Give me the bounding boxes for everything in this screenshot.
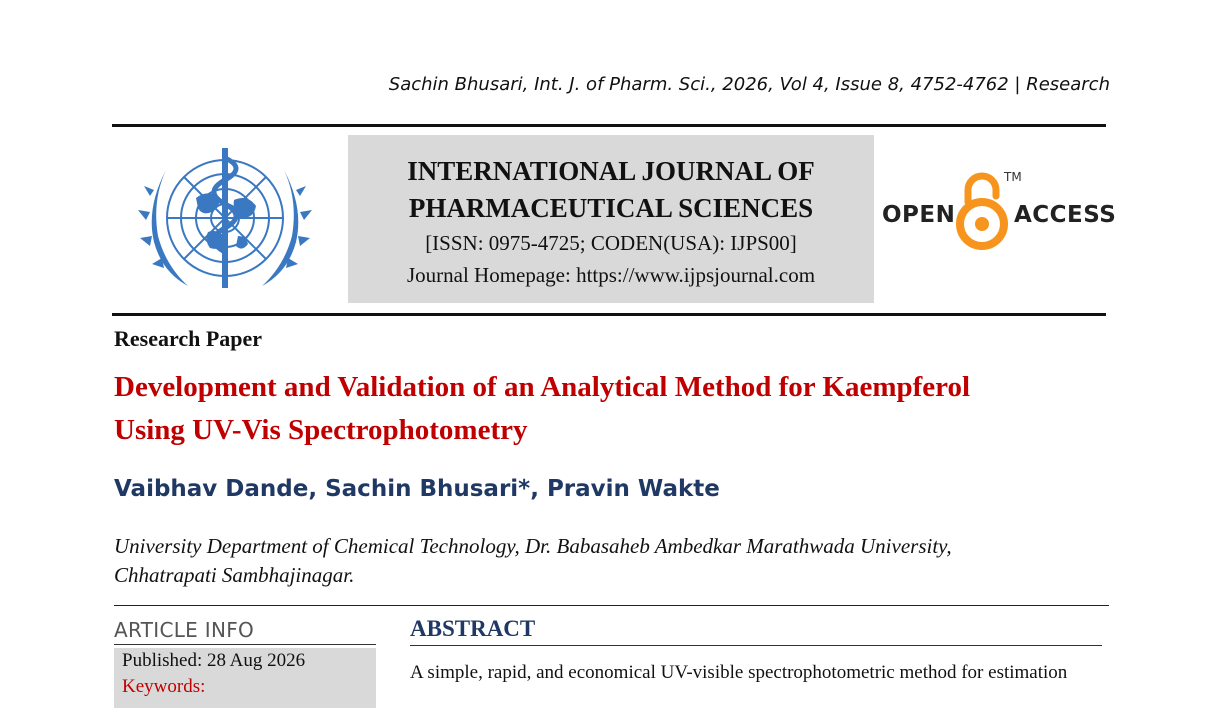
open-access-word-access: ACCESS bbox=[1014, 202, 1117, 228]
keywords-label: Keywords: bbox=[122, 676, 206, 697]
journal-title-banner bbox=[348, 135, 874, 303]
top-rule bbox=[112, 124, 1106, 127]
abstract-text: A simple, rapid, and economical UV-visible spectrophotometric method for estimation bbox=[410, 662, 1068, 683]
affiliation-line1: University Department of Chemical Technology, Dr. Babasaheb Ambedkar Marathwada University, bbox=[114, 534, 952, 558]
journal-issn: [ISSN: 0975-4725; CODEN(USA): IJPS00] bbox=[425, 231, 797, 255]
article-info-heading: ARTICLE INFO bbox=[114, 618, 255, 642]
paper-title-line2: Using UV-Vis Spectrophotometry bbox=[114, 414, 528, 446]
affiliation bbox=[114, 532, 1074, 590]
section-divider bbox=[114, 605, 1109, 606]
abstract-heading: ABSTRACT bbox=[410, 616, 536, 641]
journal-emblem-logo bbox=[126, 140, 324, 306]
paper-type: Research Paper bbox=[114, 326, 263, 351]
journal-homepage: Journal Homepage: https://www.ijpsjournal.com bbox=[406, 263, 816, 287]
journal-name-line1: INTERNATIONAL JOURNAL OF bbox=[407, 156, 815, 186]
open-access-logo bbox=[878, 168, 1117, 252]
citation-header: Sachin Bhusari, Int. J. of Pharm. Sci., 2026, Vol 4, Issue 8, 4752-4762 | Research bbox=[388, 74, 1110, 95]
paper-title-line1: Development and Validation of an Analytical Method for Kaempferol bbox=[114, 371, 971, 403]
banner-bottom-rule bbox=[112, 313, 1106, 316]
paper-title bbox=[114, 366, 1104, 452]
journal-name-line2: PHARMACEUTICAL SCIENCES bbox=[408, 193, 814, 223]
open-access-word-open: OPEN bbox=[882, 202, 956, 228]
article-info-rule bbox=[114, 644, 376, 645]
trademark-mark: TM bbox=[1004, 170, 1022, 184]
author-list: Vaibhav Dande, Sachin Bhusari*, Pravin Wakte bbox=[114, 476, 720, 502]
abstract-rule bbox=[410, 645, 1102, 646]
article-info-box bbox=[114, 648, 376, 708]
affiliation-line2: Chhatrapati Sambhajinagar. bbox=[114, 563, 355, 587]
published-date: Published: 28 Aug 2026 bbox=[122, 650, 306, 671]
